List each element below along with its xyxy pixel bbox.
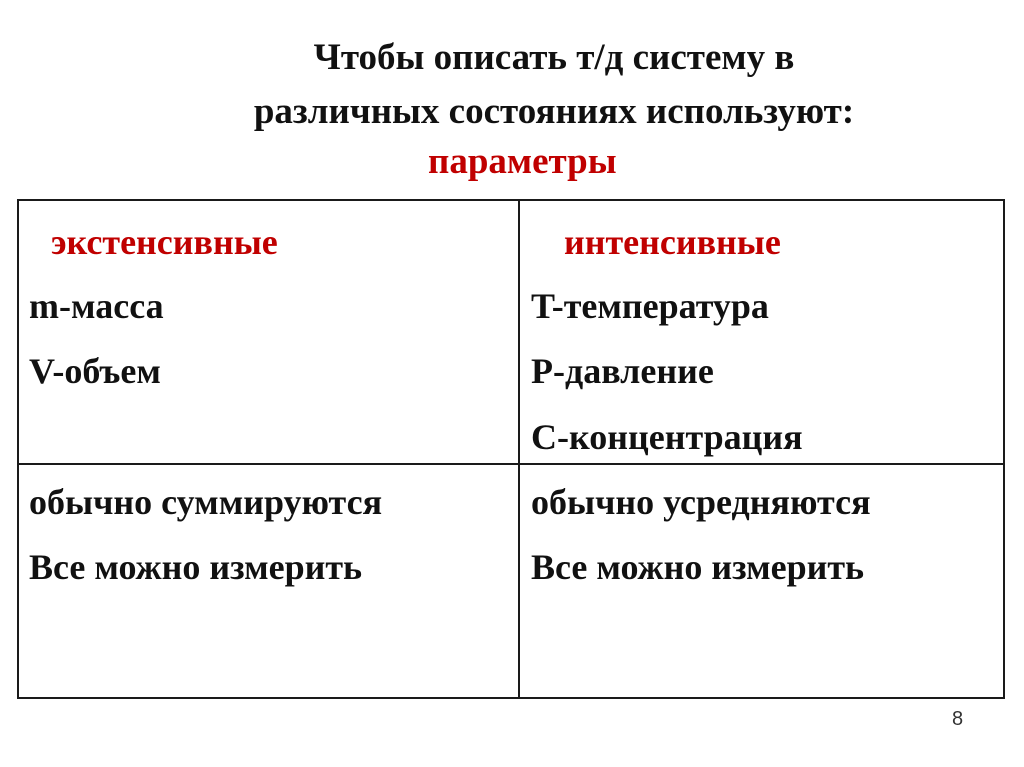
intensive-item-pressure: P-давление <box>531 351 714 391</box>
extensive-item-volume: V-объем <box>29 351 161 391</box>
table-column-divider <box>518 201 520 697</box>
intensive-item-temperature: T-температура <box>531 286 769 326</box>
parameters-table <box>17 199 1005 699</box>
slide-title-line-2: различных состояниях используют: <box>253 91 855 132</box>
page-number: 8 <box>952 708 964 730</box>
extensive-note-summed: обычно суммируются <box>29 482 383 522</box>
intensive-item-concentration: C-концентрация <box>531 417 803 457</box>
extensive-note-measurable: Все можно измерить <box>29 547 363 587</box>
slide-title-accent: параметры <box>428 141 617 182</box>
intensive-note-averaged: обычно усредняются <box>531 482 871 522</box>
table-row-divider <box>19 463 1003 465</box>
intensive-header: интенсивные <box>564 222 781 262</box>
slide-title-line-1: Чтобы описать т/д систему в <box>313 37 795 78</box>
extensive-item-mass: m-масса <box>29 286 164 326</box>
intensive-note-measurable: Все можно измерить <box>531 547 865 587</box>
extensive-header: экстенсивные <box>51 222 278 262</box>
